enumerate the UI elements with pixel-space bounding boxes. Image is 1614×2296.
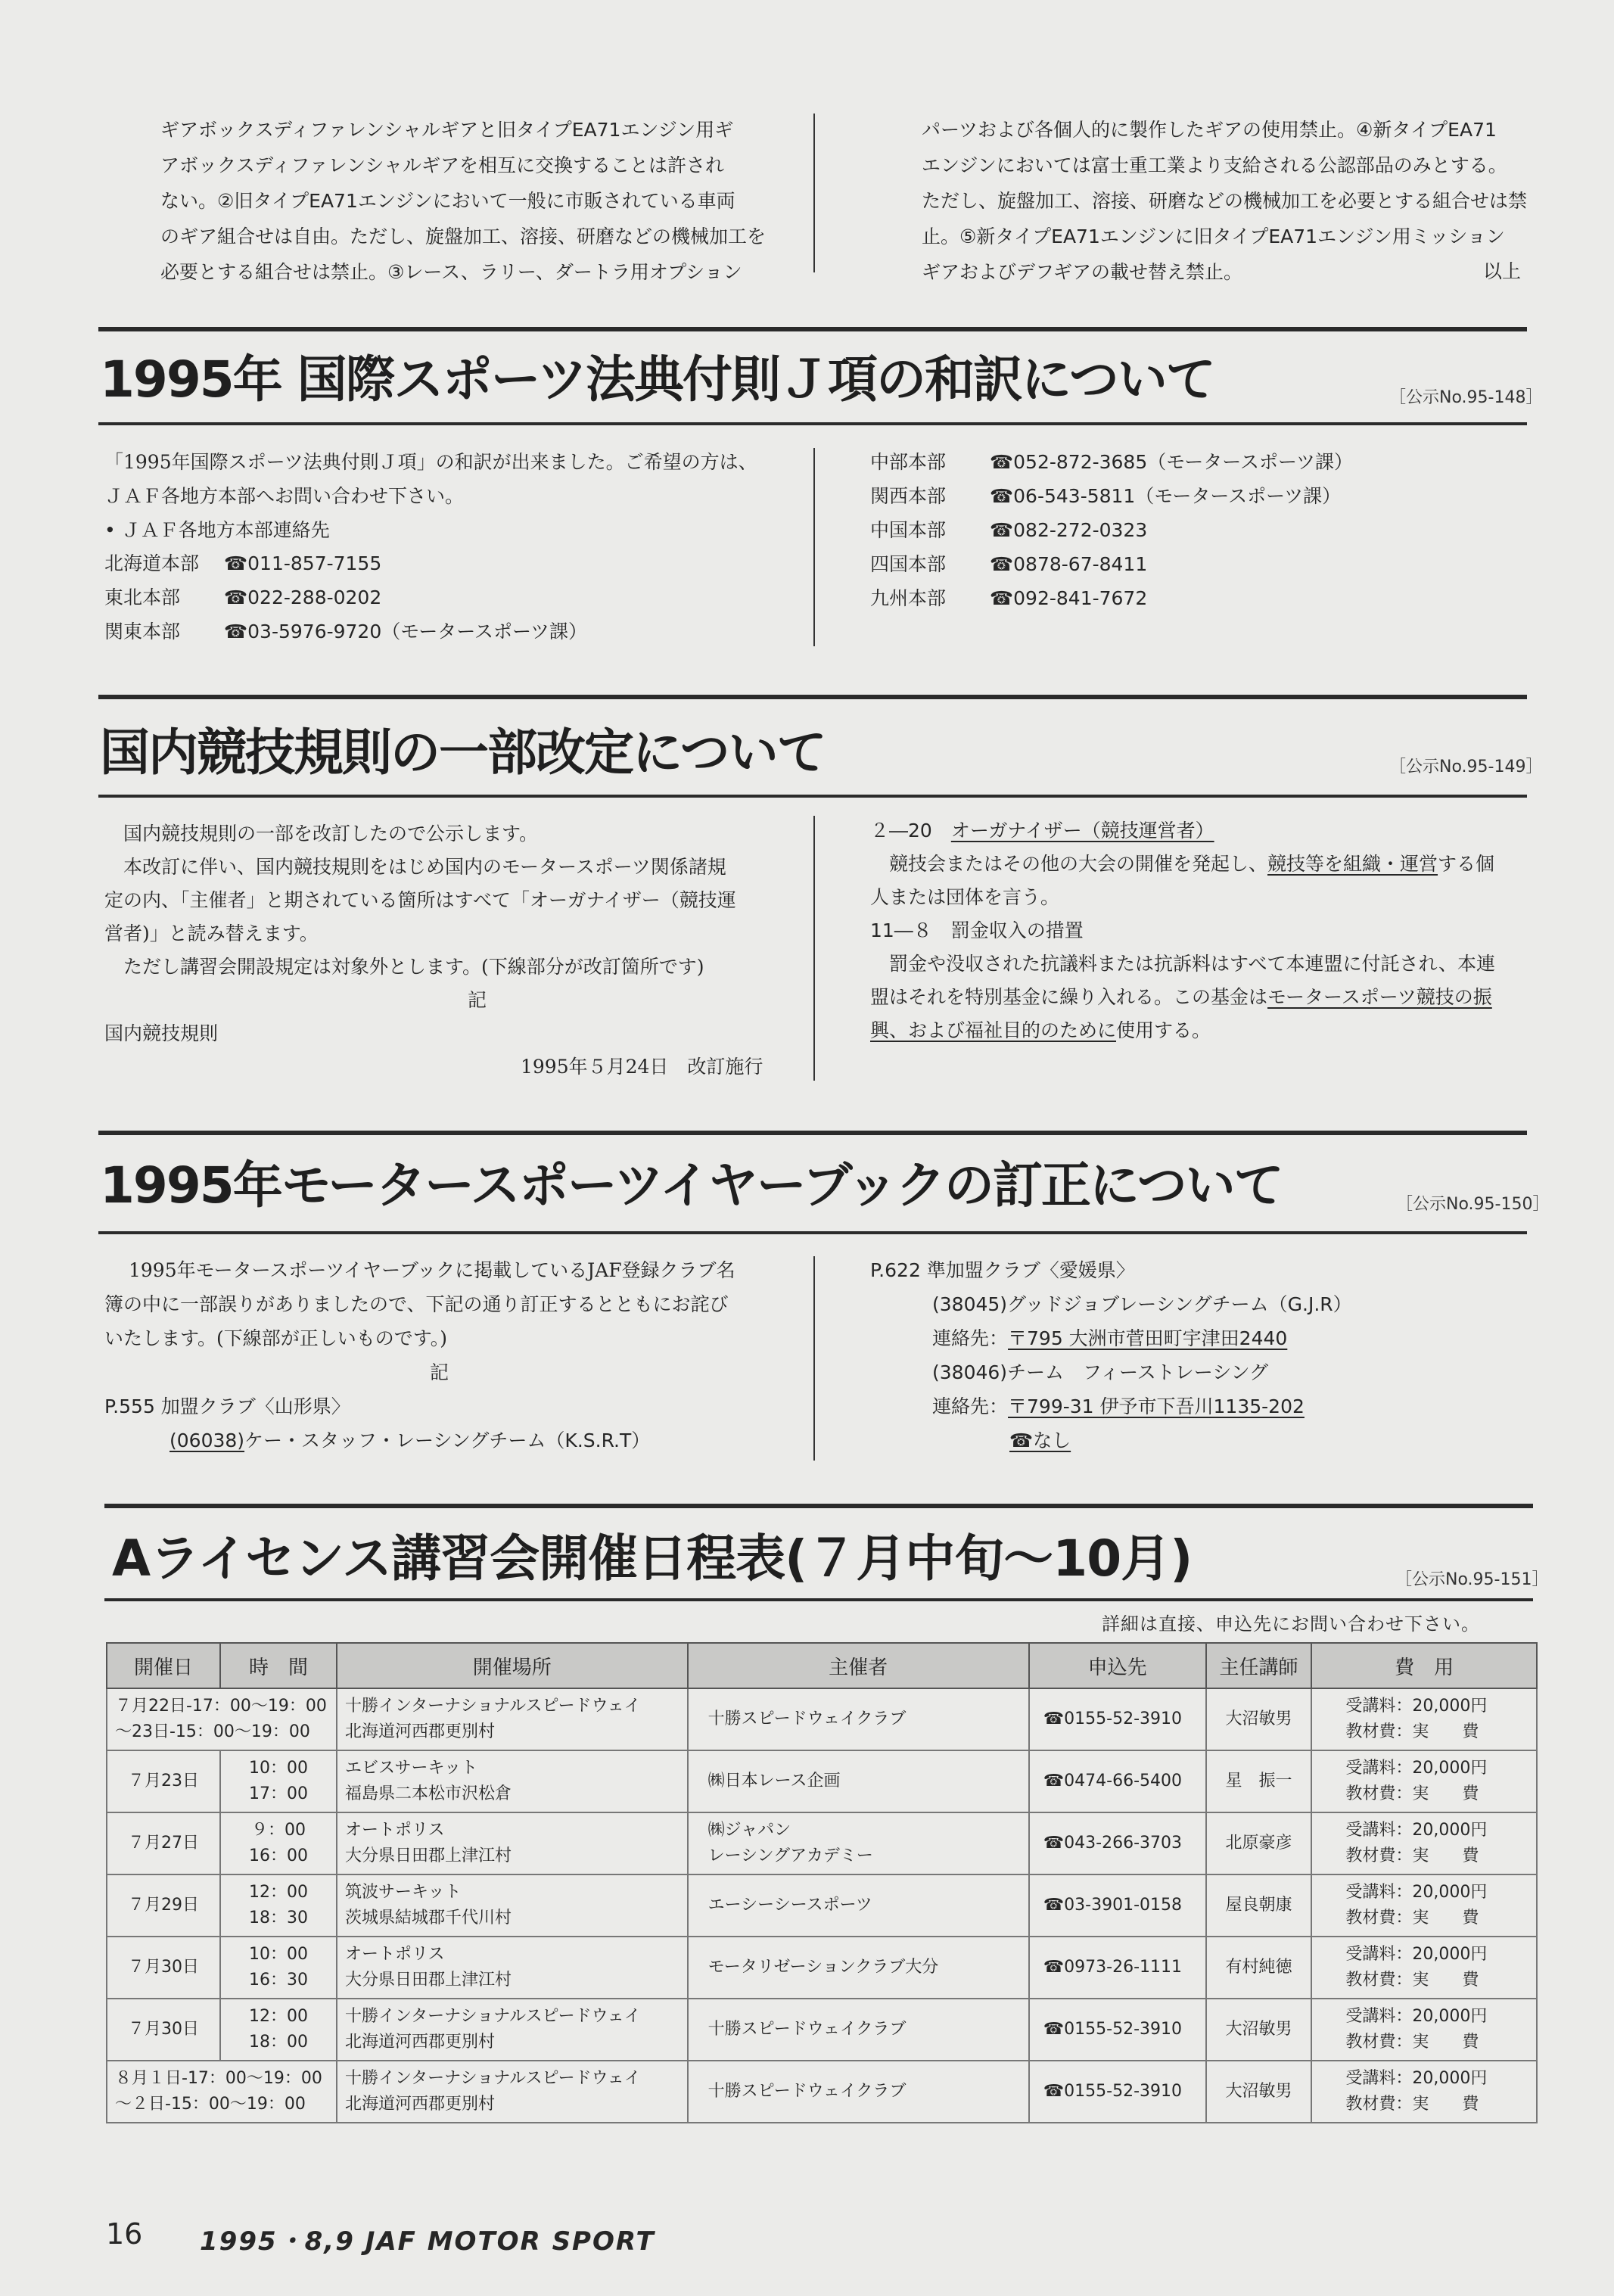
date-cell: ７月30日 — [107, 1937, 220, 1999]
magazine-title: 1995・8,9 JAF MOTOR SPORT — [200, 2226, 655, 2257]
fee-line: 受講料：20,000円 — [1345, 2069, 1488, 2088]
rule-line — [870, 848, 1495, 881]
club-tel-value: ☎なし — [1009, 1430, 1071, 1451]
intro-line: ただし、旋盤加工、溶接、研磨などの機械加工を必要とする組合せは禁 — [922, 190, 1528, 212]
office-name: 北海道本部 — [104, 552, 200, 574]
table-row — [107, 1874, 1537, 1937]
date-time-line: 〜23日-15：00〜19：00 — [115, 1722, 310, 1741]
tel-cell: ☎03-3901-0158 — [1029, 1874, 1206, 1937]
office-row — [870, 513, 1353, 547]
time-cell — [220, 1750, 337, 1812]
table-row — [107, 1812, 1537, 1874]
column-divider — [813, 1256, 815, 1461]
intro-line: 止。⑤新タイプEA71エンジンに旧タイプEA71エンジン用ミッション — [922, 226, 1505, 247]
rule-text: 盟はそれを特別基金に繰り入れる。この基金は — [870, 986, 1268, 1008]
host-line: ㈱ジャパン — [707, 1821, 791, 1840]
s1-line: ＪＡＦ各地方本部へお問い合わせ下さい。 — [104, 485, 465, 507]
office-tel: ☎052-872-3685（モータースポーツ課） — [990, 451, 1353, 473]
column-divider — [813, 114, 815, 272]
club-name: ケー・スタッフ・レーシングチーム（K.S.R.T） — [244, 1430, 651, 1451]
office-row — [104, 546, 587, 580]
office-row — [870, 479, 1353, 513]
office-tel: ☎092-841-7672 — [990, 587, 1148, 609]
rule-heading: 11―８ 罰金収入の措置 — [870, 919, 1084, 941]
time-line: ９：00 — [250, 1821, 306, 1840]
contact-label: 連絡先： — [932, 1327, 1009, 1349]
date-time-line: ８月１日-17：00〜19：00 — [115, 2069, 322, 2088]
schedule-table — [106, 1642, 1538, 2123]
time-line: 10：00 — [248, 1945, 308, 1964]
date-cell: ７月27日 — [107, 1812, 220, 1874]
rule-text: 競技会またはその他の大会の開催を発起し、 — [889, 853, 1268, 875]
rule-text: する個 — [1438, 853, 1495, 875]
host-cell — [688, 1937, 1029, 1999]
place-cell — [337, 1874, 688, 1937]
notice-number: ［公示No.95-150］ — [1396, 1195, 1550, 1214]
table-row — [107, 1999, 1537, 2061]
tel-cell: ☎0155-52-3910 — [1029, 1688, 1206, 1750]
fee-line: 教材費：実 費 — [1345, 1784, 1479, 1803]
host-cell: 十勝スピードウェイクラブ — [688, 2061, 1029, 2123]
club-contact — [870, 1321, 1352, 1355]
s1-offices-left — [104, 546, 587, 649]
intro-line: アボックスディファレンシャルギアを相互に交換することは許され — [160, 154, 725, 176]
revision-date: 1995年５月24日 改訂施行 — [521, 1056, 763, 1078]
section-rule-top — [98, 327, 1527, 331]
s2-line: 営者)」と読み替えます。 — [104, 922, 319, 944]
place-address: 北海道河西郡更別村 — [344, 2095, 495, 2114]
notice-number: ［公示No.95-151］ — [1395, 1570, 1549, 1589]
fee-line: 教材費：実 費 — [1345, 1722, 1479, 1741]
rule-line: 罰金や没収された抗議料または抗訴料はすべて本連盟に付託され、本連 — [889, 953, 1496, 975]
s3-left-clubs — [104, 1389, 650, 1458]
s3-line: 簿の中に一部誤りがありましたので、下記の通り訂正するとともにお詫び — [104, 1293, 729, 1315]
office-name: 中部本部 — [870, 451, 947, 473]
rule-number: ２―20 — [870, 820, 932, 842]
lecturer-cell: 星 振一 — [1206, 1750, 1312, 1812]
host-cell — [688, 1874, 1029, 1937]
section-rule-bottom — [98, 1231, 1527, 1234]
place-cell — [337, 1688, 688, 1750]
host-line: レーシングアカデミー — [707, 1846, 873, 1865]
rule-text-underlined: 興、および福祉目的のために — [870, 1019, 1117, 1041]
section-rule-bottom — [98, 422, 1527, 425]
host-line: モータリゼーションクラブ大分 — [707, 1958, 939, 1977]
time-line: 18：30 — [248, 1909, 308, 1927]
place-address: 北海道河西郡更別村 — [344, 2033, 495, 2052]
place-address: 福島県二本松市沢松倉 — [344, 1784, 512, 1803]
fee-cell — [1311, 1999, 1537, 2061]
table-row — [107, 1688, 1537, 1750]
office-row — [870, 581, 1353, 615]
fee-line: 教材費：実 費 — [1345, 1909, 1479, 1927]
place-name: 十勝インターナショナルスピードウェイ — [344, 2007, 641, 2026]
s2-line: 国内競技規則の一部を改訂したので公示します。 — [123, 823, 539, 845]
place-cell — [337, 1812, 688, 1874]
place-name: エビスサーキット — [344, 1759, 478, 1778]
date-time-line: ７月22日-17：00〜19：00 — [115, 1697, 327, 1716]
club-code: (06038) — [169, 1430, 245, 1451]
office-name: 九州本部 — [870, 587, 947, 609]
contact-label: 連絡先： — [932, 1395, 1009, 1417]
ki-mark: 記 — [468, 989, 487, 1011]
date-cell: ７月23日 — [107, 1750, 220, 1812]
section-title: 国内競技規則の一部改定について — [100, 723, 826, 782]
table-row — [107, 2061, 1537, 2123]
fee-line: 受講料：20,000円 — [1345, 1759, 1488, 1778]
place-cell — [337, 1999, 688, 2061]
club-address: 〒799-31 伊予市下吾川1135-202 — [1008, 1395, 1305, 1417]
office-tel: ☎022-288-0202 — [224, 586, 382, 608]
rule-text: 使用する。 — [1116, 1019, 1211, 1041]
office-name: 関西本部 — [870, 485, 947, 507]
host-cell: 十勝スピードウェイクラブ — [688, 1688, 1029, 1750]
date-time-cell — [107, 1688, 337, 1750]
time-line: 12：00 — [248, 2007, 308, 2026]
time-cell — [220, 1812, 337, 1874]
tel-cell: ☎0155-52-3910 — [1029, 1999, 1206, 2061]
s1-line: • ＪＡＦ各地方本部連絡先 — [104, 519, 330, 541]
tel-cell: ☎0973-26-1111 — [1029, 1937, 1206, 1999]
s3-line: いたします。(下線部が正しいものです。) — [104, 1327, 448, 1349]
intro-line: ギアボックスディファレンシャルギアと旧タイプEA71エンジン用ギ — [160, 119, 734, 141]
section-rule-top — [98, 1131, 1527, 1135]
fee-cell — [1311, 1750, 1537, 1812]
office-row — [870, 445, 1353, 479]
lecturer-cell: 大沼敏男 — [1206, 1999, 1312, 2061]
place-cell — [337, 1937, 688, 1999]
tel-cell: ☎043-266-3703 — [1029, 1812, 1206, 1874]
time-cell — [220, 1874, 337, 1937]
place-name: 十勝インターナショナルスピードウェイ — [344, 1697, 641, 1716]
lecturer-cell: 北原豪彦 — [1206, 1812, 1312, 1874]
fee-line: 教材費：実 費 — [1345, 2095, 1479, 2114]
place-address: 北海道河西郡更別村 — [344, 1722, 495, 1741]
rule-line: 人または団体を言う。 — [870, 886, 1060, 908]
fee-line: 受講料：20,000円 — [1345, 1697, 1488, 1716]
column-divider — [813, 816, 815, 1081]
fee-line: 教材費：実 費 — [1345, 1971, 1479, 1990]
table-row — [107, 1750, 1537, 1812]
notice-number: ［公示No.95-148］ — [1389, 388, 1543, 407]
column-header: 時 間 — [220, 1643, 337, 1688]
fee-line: 受講料：20,000円 — [1345, 1821, 1488, 1840]
s2-line: ただし講習会開設規定は対象外とします。(下線部分が改訂箇所です) — [123, 956, 704, 978]
time-line: 16：30 — [248, 1971, 308, 1990]
fee-line: 教材費：実 費 — [1345, 1846, 1479, 1865]
lecturer-cell: 大沼敏男 — [1206, 2061, 1312, 2123]
time-cell — [220, 1999, 337, 2061]
time-line: 16：00 — [248, 1846, 308, 1865]
place-address: 茨城県結城郡千代川村 — [344, 1909, 512, 1927]
fee-cell — [1311, 1688, 1537, 1750]
section-rule-bottom — [98, 795, 1527, 798]
column-header: 主催者 — [688, 1643, 1029, 1688]
intro-right-column — [922, 112, 1527, 290]
page-number: 16 — [106, 2217, 143, 2251]
host-cell — [688, 1750, 1029, 1812]
host-line: ㈱日本レース企画 — [707, 1772, 841, 1790]
column-header: 申込先 — [1029, 1643, 1206, 1688]
s2-line: 定の内、「主催者」と期されている箇所はすべて「オーガナイザー（競技運 — [104, 889, 736, 911]
office-row — [104, 614, 587, 649]
rule-label: オーガナイザー（競技運営者） — [950, 820, 1214, 842]
section-title: 1995年モータースポーツイヤーブックの訂正について — [100, 1156, 1283, 1215]
table-header-row — [107, 1643, 1537, 1688]
time-line: 18：00 — [248, 2033, 308, 2052]
place-name: 筑波サーキット — [344, 1883, 462, 1902]
rule-line — [870, 1014, 1495, 1047]
fee-cell — [1311, 1937, 1537, 1999]
tel-cell: ☎0474-66-5400 — [1029, 1750, 1206, 1812]
intro-line: パーツおよび各個人的に製作したギアの使用禁止。④新タイプEA71 — [922, 119, 1497, 141]
office-tel: ☎082-272-0323 — [990, 519, 1148, 541]
date-time-line: 〜２日-15：00〜19：00 — [115, 2095, 306, 2114]
fee-cell — [1311, 1812, 1537, 1874]
office-tel: ☎06-543-5811（モータースポーツ課） — [990, 485, 1342, 507]
s3-line: 1995年モータースポーツイヤーブックに掲載しているJAF登録クラブ名 — [129, 1259, 735, 1281]
intro-line: のギア組合せは自由。ただし、旋盤加工、溶接、研磨などの機械加工を — [160, 226, 767, 247]
rule-text-underlined: 競技等を組織・運営 — [1267, 853, 1438, 875]
time-cell — [220, 1937, 337, 1999]
place-name: オートポリス — [344, 1821, 445, 1840]
rule-line — [870, 981, 1495, 1014]
s1-line: 「1995年国際スポーツ法典付則Ｊ項」の和訳が出来ました。ご希望の方は、 — [104, 451, 757, 473]
rule-heading — [870, 814, 1495, 848]
section-rule-top — [104, 1504, 1533, 1508]
fee-line: 受講料：20,000円 — [1345, 1945, 1488, 1964]
host-cell — [688, 1812, 1029, 1874]
s1-left-text — [104, 445, 757, 547]
fee-line: 受講料：20,000円 — [1345, 2007, 1488, 2026]
notice-number: ［公示No.95-149］ — [1389, 758, 1543, 776]
intro-end-mark: 以上 — [1483, 260, 1522, 282]
club-category: P.622 準加盟クラブ〈愛媛県〉 — [870, 1259, 1135, 1281]
club-entry — [104, 1423, 650, 1458]
time-line: 10：00 — [248, 1759, 308, 1778]
office-name: 中国本部 — [870, 519, 947, 541]
place-cell — [337, 2061, 688, 2123]
club-contact — [870, 1389, 1352, 1423]
lecturer-cell: 大沼敏男 — [1206, 1688, 1312, 1750]
club-tel — [870, 1423, 1352, 1458]
club-entry: (38045)グッドジョブレーシングチーム（G.J.R） — [932, 1293, 1352, 1315]
s3-right-clubs — [870, 1253, 1352, 1458]
office-tel: ☎03-5976-9720（モータースポーツ課） — [224, 621, 587, 642]
place-address: 大分県日田郡上津江村 — [344, 1971, 512, 1990]
date-cell: ７月29日 — [107, 1874, 220, 1937]
schedule-note: 詳細は直接、申込先にお問い合わせ下さい。 — [1102, 1613, 1480, 1635]
section-rule-bottom — [104, 1598, 1533, 1601]
section-title: Aライセンス講習会開催日程表(７月中旬〜10月) — [112, 1529, 1193, 1588]
table-row — [107, 1937, 1537, 1999]
place-name: オートポリス — [344, 1945, 445, 1964]
office-row — [104, 580, 587, 614]
host-line: エーシーシースポーツ — [707, 1896, 872, 1915]
column-divider — [813, 448, 815, 646]
fee-cell — [1311, 1874, 1537, 1937]
office-tel: ☎011-857-7155 — [224, 552, 382, 574]
place-name: 十勝インターナショナルスピードウェイ — [344, 2069, 641, 2088]
date-cell: ７月30日 — [107, 1999, 220, 2061]
office-name: 四国本部 — [870, 553, 947, 575]
s1-offices-right — [870, 445, 1353, 615]
office-name: 東北本部 — [104, 586, 181, 608]
date-time-cell — [107, 2061, 337, 2123]
tel-cell: ☎0155-52-3910 — [1029, 2061, 1206, 2123]
lecturer-cell: 有村純徳 — [1206, 1937, 1312, 1999]
section-title: 1995年 国際スポーツ法典付則Ｊ項の和訳について — [100, 350, 1214, 409]
place-cell — [337, 1750, 688, 1812]
host-line: 十勝スピードウェイクラブ — [707, 2020, 907, 2039]
place-address: 大分県日田郡上津江村 — [344, 1846, 512, 1865]
section-rule-top — [98, 695, 1527, 699]
rule-text-underlined: モータースポーツ競技の振 — [1267, 986, 1492, 1008]
time-line: 17：00 — [248, 1784, 308, 1803]
intro-line: 必要とする組合せは禁止。③レース、ラリー、ダートラ用オプション — [160, 261, 742, 283]
fee-line: 教材費：実 費 — [1345, 2033, 1479, 2052]
ki-mark: 記 — [430, 1361, 449, 1383]
office-row — [870, 547, 1353, 581]
club-category: P.555 加盟クラブ〈山形県〉 — [104, 1395, 350, 1417]
intro-left-column — [160, 112, 766, 290]
column-header: 開催日 — [107, 1643, 220, 1688]
intro-line: ない。②旧タイプEA71エンジンにおいて一般に市販されている車両 — [160, 190, 735, 212]
club-address: 〒795 大洲市菅田町宇津田2440 — [1008, 1327, 1288, 1349]
column-header: 主任講師 — [1206, 1643, 1312, 1688]
office-name: 関東本部 — [104, 621, 181, 642]
column-header: 開催場所 — [337, 1643, 688, 1688]
s2-right-text — [870, 814, 1495, 1047]
office-tel: ☎0878-67-8411 — [990, 553, 1148, 575]
host-cell — [688, 1999, 1029, 2061]
rule-name: 国内競技規則 — [104, 1022, 219, 1044]
s3-left-text — [104, 1253, 735, 1389]
fee-line: 受講料：20,000円 — [1345, 1883, 1488, 1902]
s2-left-text — [104, 817, 763, 1084]
fee-cell — [1311, 2061, 1537, 2123]
lecturer-cell: 屋良朝康 — [1206, 1874, 1312, 1937]
intro-line: エンジンにおいては富士重工業より支給される公認部品のみとする。 — [922, 154, 1507, 176]
column-header: 費 用 — [1311, 1643, 1537, 1688]
time-line: 12：00 — [248, 1883, 308, 1902]
s2-line: 本改訂に伴い、国内競技規則をはじめ国内のモータースポーツ関係諸規 — [123, 856, 726, 878]
intro-line: ギアおよびデフギアの載せ替え禁止。 — [922, 261, 1243, 283]
club-entry: (38046)チーム フィーストレーシング — [932, 1361, 1269, 1383]
